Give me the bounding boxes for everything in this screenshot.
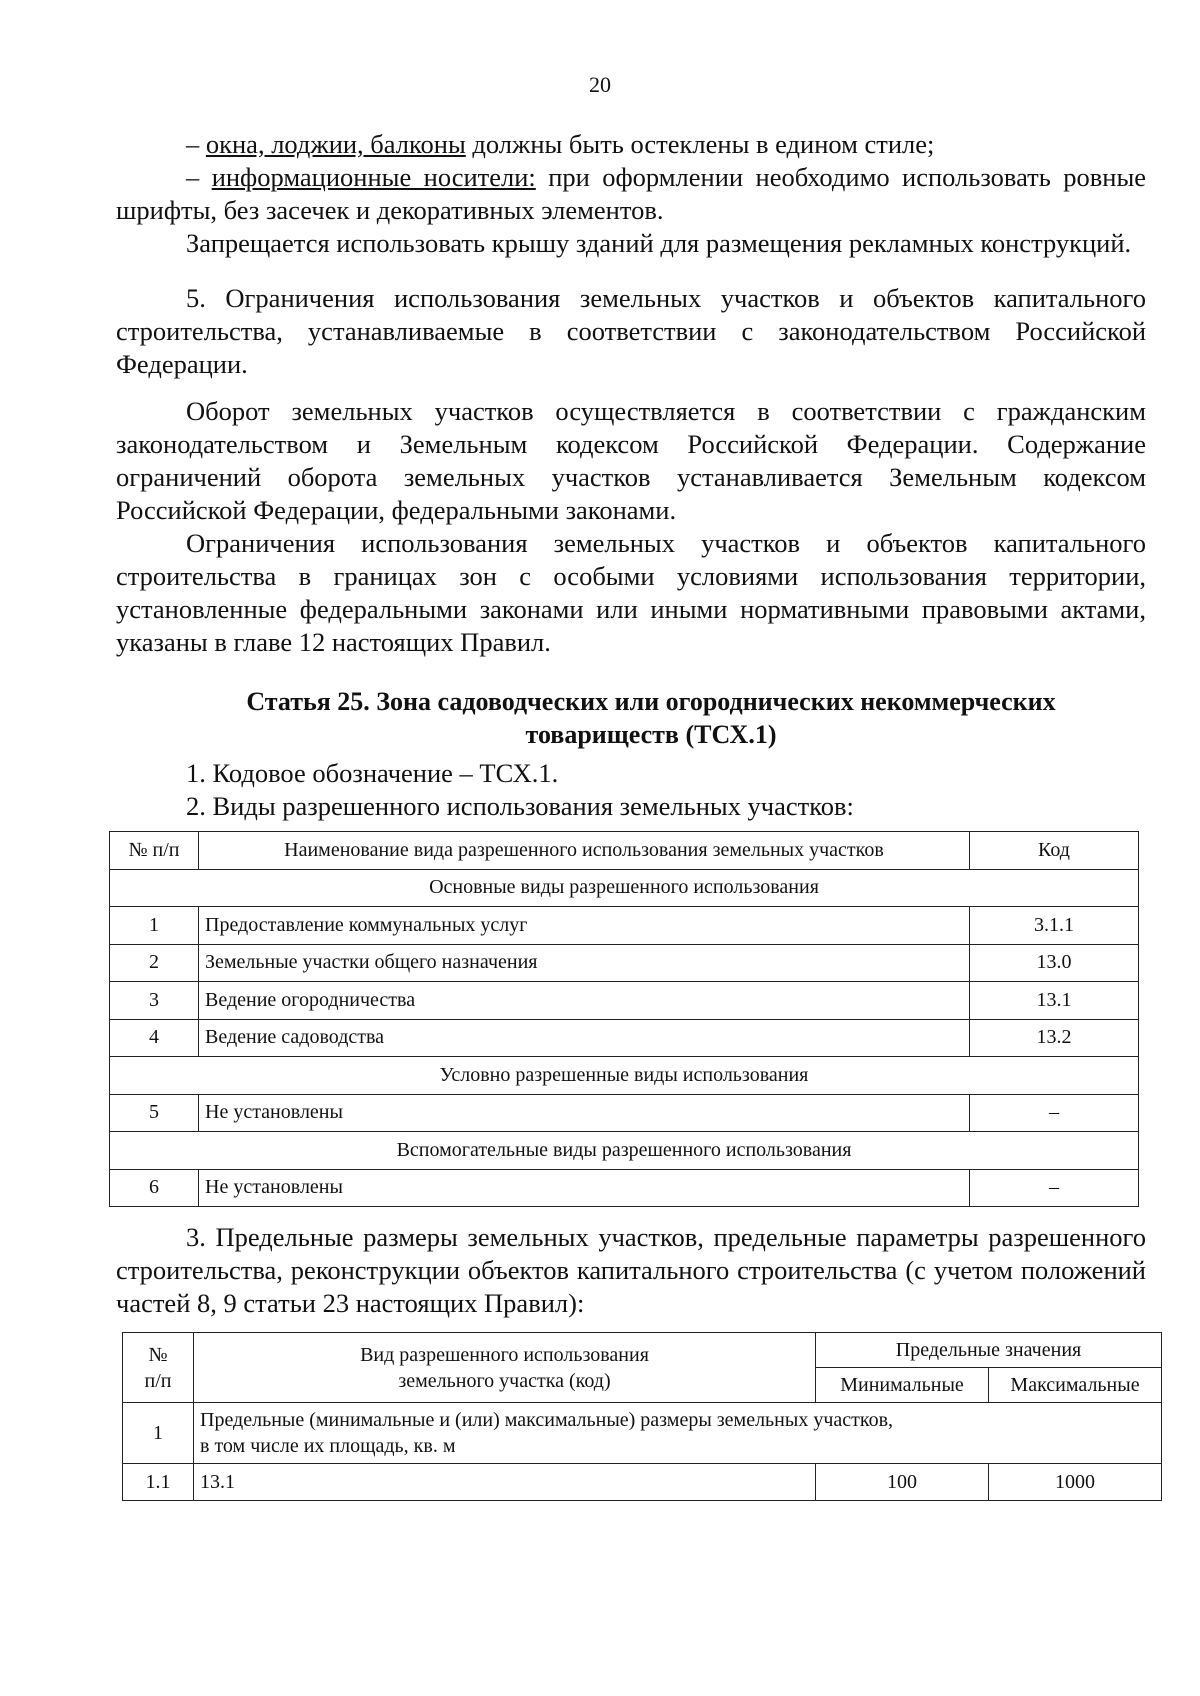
header-name: Наименование вида разрешенного использования земельных участков: [199, 832, 970, 870]
table-row: 1 Предоставление коммунальных услуг 3.1.1: [110, 907, 1139, 945]
table-row: 5 Не установлены –: [110, 1094, 1139, 1132]
limits-group-text: Предельные (минимальные и (или) максимальные) размеры земельных участков, в том числе их площадь, кв. м: [194, 1403, 1162, 1464]
limits-header-min: Минимальные: [816, 1368, 989, 1403]
section-auxiliary: Вспомогательные виды разрешенного использования: [110, 1132, 1139, 1170]
table-row: 4 Ведение садоводства 13.2: [110, 1019, 1139, 1057]
windows-term: окна, лоджии, балконы: [205, 129, 466, 159]
limits-paragraph: Ограничения использования земельных участков и объектов капитального строительства в границах зон с особыми условиями использования территории, установленные федеральными законами или иными нормативными правовыми актами, указаны в главе 12 настоящих Правил.: [116, 528, 1146, 657]
limits-header-num: № п/п: [123, 1333, 194, 1403]
section-main: Основные виды разрешенного использования: [110, 869, 1139, 907]
article-title: Статья 25. Зона садоводческих или огороднических некоммерческих товариществ (ТСХ.1): [246, 687, 1056, 749]
bullet-windows: – окна, лоджии, балконы должны быть остеклены в едином стиле;: [186, 129, 935, 159]
turnover-paragraph: Оборот земельных участков осуществляется в соответствии с гражданским законодательством и Земельным кодексом Российской Федерации. Содержание ограничений оборота земельных участков устанавливается Земельным кодексом Российской Федерации, федеральными законами.: [116, 396, 1146, 525]
uses-table-header: [110, 832, 1139, 870]
item-limits: 3. Предельные размеры земельных участков, предельные параметры разрешенного строительства, реконструкции объектов капитального строительства (с учетом положений частей 8, 9 статьи 23 настоящих Правил):: [116, 1222, 1146, 1318]
item-code: 1. Кодовое обозначение – ТСХ.1.: [186, 758, 559, 788]
limits-header-values: Предельные значения: [816, 1333, 1162, 1368]
bullet-info-carriers: – информационные носители: при оформлении необходимо использовать ровные шрифты, без засечек и декоративных элементов.: [116, 162, 1147, 225]
info-carriers-term: информационные носители:: [211, 162, 536, 192]
section-row: [110, 869, 1139, 907]
item-uses: 2. Виды разрешенного использования земельных участков:: [186, 791, 854, 821]
table-row: 6 Не установлены –: [110, 1169, 1139, 1207]
section-row: [110, 1132, 1139, 1170]
page-number: 20: [589, 72, 611, 97]
table-row: 2 Земельные участки общего назначения 13.0: [110, 944, 1139, 982]
header-num: № п/п: [110, 832, 199, 870]
limits-group-row: 1 Предельные (минимальные и (или) максимальные) размеры земельных участков, в том числе их площадь, кв. м: [123, 1403, 1162, 1464]
limits-header-name: Вид разрешенного использования земельного участка (код): [194, 1333, 816, 1403]
uses-table: [109, 831, 1139, 1207]
table-row: 1.1 13.1 100 1000: [123, 1464, 1162, 1501]
section-5-heading: 5. Ограничения использования земельных участков и объектов капитального строительства, устанавливаемые в соответствии с законодательством Российской Федерации.: [116, 283, 1146, 379]
roof-ban-paragraph: Запрещается использовать крышу зданий для размещения рекламных конструкций.: [186, 228, 1132, 258]
table-row: 3 Ведение огородничества 13.1: [110, 982, 1139, 1020]
header-code: Код: [970, 832, 1139, 870]
limits-header-max: Максимальные: [989, 1368, 1162, 1403]
document-body: [116, 128, 1146, 1501]
section-conditional: Условно разрешенные виды использования: [110, 1057, 1139, 1095]
limits-table: [122, 1332, 1162, 1501]
limits-header-row-1: [123, 1333, 1162, 1368]
section-row: [110, 1057, 1139, 1095]
